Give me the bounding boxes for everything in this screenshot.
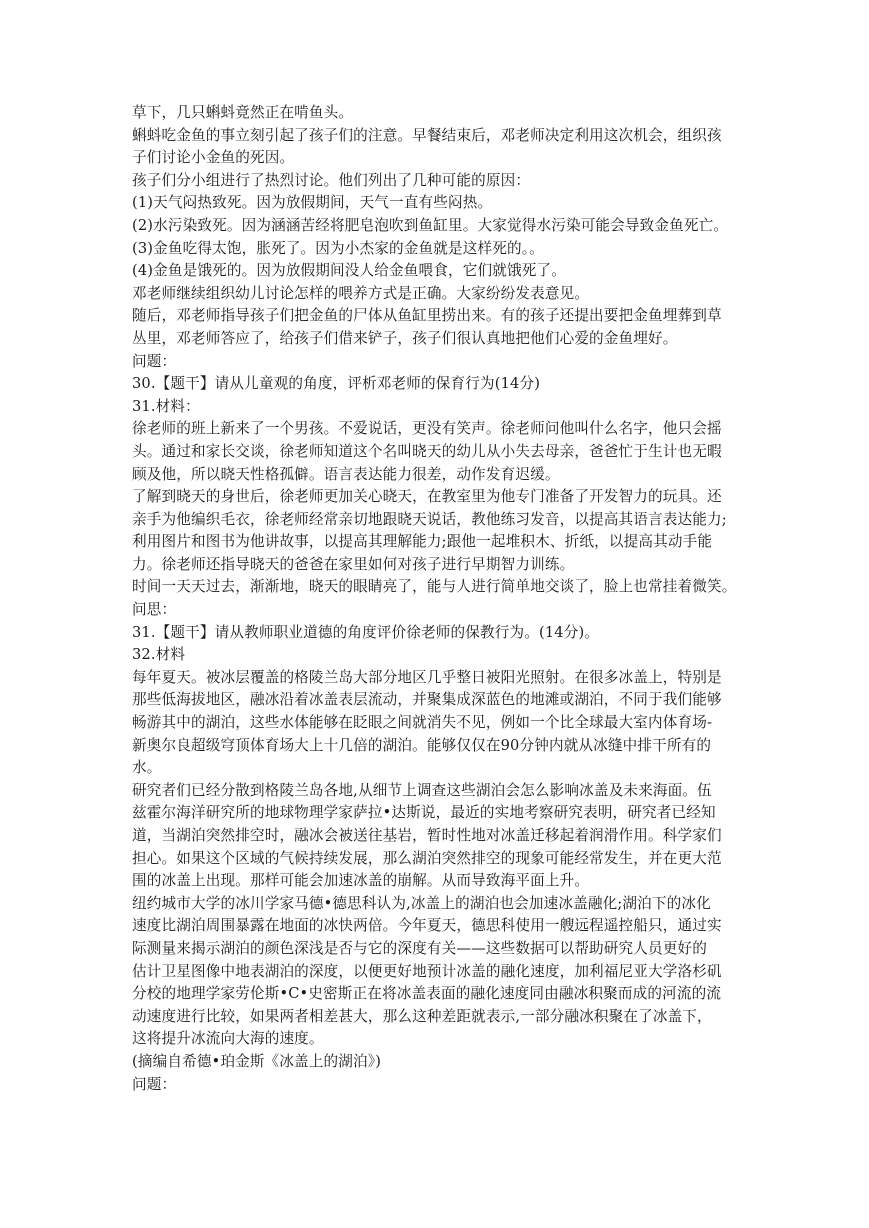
text-line: 徐老师的班上新来了一个男孩。不爱说话，更没有笑声。徐老师问他叫什么名字，他只会摇 [132, 420, 722, 438]
text-line: 纽约城市大学的冰川学家马德•德思科认为,冰盖上的湖泊也会加速冰盖融化;湖泊下的冰化 [132, 894, 711, 912]
text-line: 际测量来揭示湖泊的颜色深浅是否与它的深度有关——这些数据可以帮助研究人员更好的 [132, 939, 708, 957]
text-line: 随后，邓老师指导孩子们把金鱼的尸体从鱼缸里捞出来。有的孩子还提出要把金鱼埋葬到草 [132, 307, 722, 325]
text-line: 担心。如果这个区域的气候持续发展，那么湖泊突然排空的现象可能经常发生，并在更大范 [132, 849, 722, 867]
text-line: 头。通过和家长交谈，徐老师知道这个名叫晓天的幼儿从小失去母亲，爸爸忙于生计也无暇 [132, 442, 722, 460]
text-line: 31.材料： [132, 397, 200, 415]
text-line: 每年夏天。被冰层覆盖的格陵兰岛大部分地区几乎整日被阳光照射。在很多冰盖上，特别是 [132, 668, 722, 686]
text-line: 31.【题干】请从教师职业道德的角度评价徐老师的保教行为。(14分)。 [132, 623, 600, 641]
text-line: 水。 [132, 759, 162, 777]
text-line: 蝌蚪吃金鱼的事立刻引起了孩子们的注意。早餐结束后，邓老师决定利用这次机会，组织孩 [132, 126, 722, 144]
text-line: (摘编自希德•珀金斯《冰盖上的湖泊》) [132, 1052, 382, 1070]
text-line: 30.【题干】请从儿童观的角度，评析邓老师的保育行为(14分) [132, 375, 541, 393]
text-line: 研究者们已经分散到格陵兰岛各地,从细节上调查这些湖泊会怎么影响冰盖及未来海面。伍 [132, 781, 712, 799]
text-line: 时间一天天过去，渐渐地，晓天的眼睛亮了，能与人进行简单地交谈了，脸上也常挂着微笑。 [132, 578, 737, 596]
text-line: 动速度进行比较，如果两者相差甚大，那么这种差距就表示,一部分融冰积聚在了冰盖下， [132, 1007, 712, 1025]
text-line: 草下，几只蝌蚪竟然正在啃鱼头。 [132, 104, 354, 121]
text-line: 了解到晓天的身世后，徐老师更加关心晓天，在教室里为他专门准备了开发智力的玩具。还 [132, 488, 722, 506]
text-line: 畅游其中的湖泊，这些水体能够在眨眼之间就消失不见，例如一个比全球最大室内体育场- [132, 714, 713, 732]
text-line: 顾及他，所以晓天性格孤僻。语言表达能力很差，动作发育迟缓。 [132, 465, 560, 483]
text-line: 32.材料 [132, 646, 186, 664]
text-line: 子们讨论小金鱼的死因。 [132, 149, 295, 167]
text-line: 问题： [132, 352, 177, 370]
text-line: 分校的地理学家劳伦斯•C•史密斯正在将冰盖表面的融化速度同由融冰积聚而成的河流的流 [132, 985, 722, 1003]
text-line: 兹霍尔海洋研究所的地球物理学家萨拉•达斯说，最近的实地考察研究表明，研究者已经知 [132, 804, 716, 822]
text-line: 邓老师继续组织幼儿讨论怎样的喂养方式是正确。大家纷纷发表意见。 [132, 284, 590, 302]
text-line: 利用图片和图书为他讲故事，以提高其理解能力;跟他一起堆积木、折纸，以提高其动手能 [132, 533, 713, 551]
text-line: 问思： [132, 601, 177, 619]
text-line: 力。徐老师还指导晓天的爸爸在家里如何对孩子进行早期智力训练。 [132, 555, 575, 573]
text-line: 速度比湖泊周围暴露在地面的冰快两倍。今年夏天，德思科使用一艘远程遥控船只，通过实 [132, 917, 722, 935]
text-line: 围的冰盖上出现。那样可能会加速冰盖的崩解。从而导致海平面上升。 [132, 872, 590, 890]
text-line: 这将提升冰流向大海的速度。 [132, 1030, 324, 1048]
text-line: 估计卫星图像中地表湖泊的深度，以便更好地预计冰盖的融化速度，加利福尼亚大学洛杉矶 [132, 962, 722, 980]
text-line: 丛里，邓老师答应了，给孩子们借来铲子，孩子们很认真地把他们心爱的金鱼埋好。 [132, 329, 678, 347]
text-line: (3)金鱼吃得太饱，胀死了。因为小杰家的金鱼就是这样死的。。 [132, 239, 544, 257]
text-line: 新奥尔良超级穹顶体育场大上十几倍的湖泊。能够仅仅在90分钟内就从冰缝中排干所有的 [132, 736, 712, 754]
text-line: 孩子们分小组进行了热烈讨论。他们列出了几种可能的原因： [132, 171, 531, 189]
text-line: 亲手为他编织毛衣，徐老师经常亲切地跟晓天说话，教他练习发音，以提高其语言表达能力; [132, 510, 727, 528]
text-line: 问题： [132, 1075, 177, 1093]
text-line: (2)水污染致死。因为涵涵苦经将肥皂泡吹到鱼缸里。大家觉得水污染可能会导致金鱼死亡。 [132, 216, 729, 234]
document-body [132, 102, 869, 1096]
text-line: 道，当湖泊突然排空时，融冰会被送往基岩，暂时性地对冰盖迁移起着润滑作用。科学家们 [132, 827, 722, 844]
text-line: (4)金鱼是饿死的。因为放假期间没人给金鱼喂食，它们就饿死了。 [132, 262, 566, 280]
text-line: 那些低海拔地区，融冰沿着冰盖表层流动，并聚集成深蓝色的地滩或湖泊，不同于我们能够 [132, 691, 722, 709]
text-line: (1)天气闷热致死。因为放假期间，天气一直有些闷热。 [132, 194, 493, 212]
